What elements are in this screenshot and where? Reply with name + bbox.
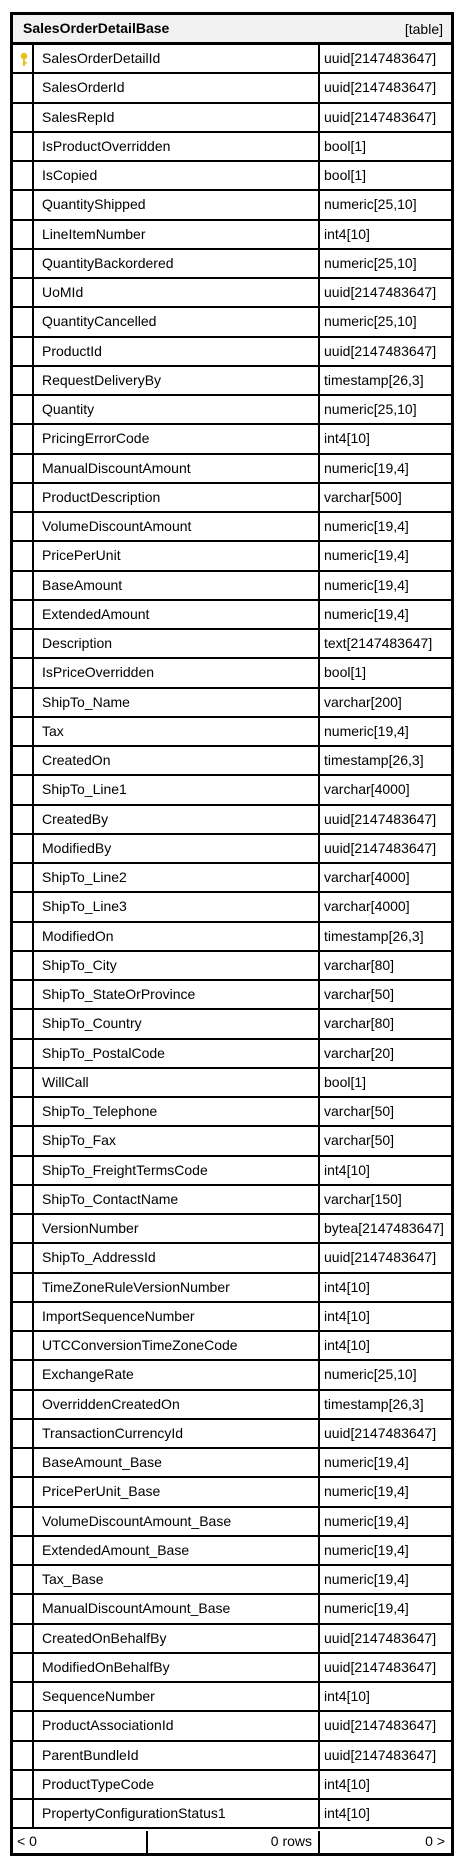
table-row[interactable] (13, 1449, 451, 1478)
column-name: OverriddenCreatedOn (34, 1391, 320, 1418)
key-gutter (13, 250, 34, 277)
table-row[interactable] (13, 1742, 451, 1771)
column-type: int4[10] (324, 1805, 370, 1821)
table-row[interactable] (13, 513, 451, 542)
column-type: numeric[25,10] (324, 313, 417, 330)
column-type: uuid[2147483647] (324, 810, 437, 827)
table-row[interactable] (13, 455, 451, 484)
table-row[interactable] (13, 367, 451, 396)
column-name: SalesRepId (34, 104, 320, 131)
column-type: bool[1] (324, 137, 367, 154)
table-row[interactable] (13, 1683, 451, 1712)
key-gutter (13, 718, 34, 745)
column-type: numeric[19,4] (324, 1600, 409, 1617)
column-name: TransactionCurrencyId (34, 1420, 320, 1447)
key-gutter (13, 1683, 34, 1710)
column-type: numeric[19,4] (324, 722, 409, 739)
key-gutter (13, 1157, 34, 1184)
column-type: int4[10] (324, 1688, 370, 1704)
column-type: numeric[19,4] (324, 1571, 409, 1587)
table-row[interactable] (13, 630, 451, 659)
column-name: ShipTo_Telephone (34, 1098, 320, 1125)
key-gutter (13, 1712, 34, 1739)
column-type: uuid[2147483647] (324, 284, 437, 300)
column-name: ExtendedAmount (34, 601, 320, 628)
column-type: uuid[2147483647] (324, 1717, 437, 1734)
key-gutter (13, 191, 34, 218)
column-type: varchar[80] (324, 956, 395, 973)
table-row[interactable] (13, 923, 451, 952)
column-name: Quantity (34, 396, 320, 423)
column-type: varchar[50] (324, 1132, 395, 1149)
column-name: ShipTo_Line3 (34, 893, 320, 920)
key-gutter (13, 1303, 34, 1330)
column-type: bool[1] (324, 664, 367, 681)
column-name: PricePerUnit (34, 542, 320, 569)
column-type: int4[10] (324, 1161, 370, 1178)
key-gutter (13, 1391, 34, 1418)
column-type: numeric[19,4] (324, 1541, 409, 1558)
column-name: ShipTo_Country (34, 1010, 320, 1037)
table-row[interactable] (13, 835, 451, 864)
table-row[interactable] (13, 104, 451, 133)
table-row[interactable] (13, 1625, 451, 1654)
column-type: numeric[19,4] (324, 518, 409, 534)
column-name: ShipTo_StateOrProvince (34, 981, 320, 1008)
table-row[interactable] (13, 250, 451, 279)
key-gutter (13, 981, 34, 1008)
table-kind: [table] (404, 21, 443, 37)
column-type: uuid[2147483647] (324, 50, 437, 66)
table-row[interactable] (13, 893, 451, 922)
key-icon (19, 52, 29, 67)
table-row[interactable] (13, 1010, 451, 1039)
key-gutter (13, 1361, 34, 1388)
key-gutter (13, 455, 34, 482)
table-row[interactable] (13, 162, 451, 191)
column-name: CreatedOnBehalfBy (34, 1625, 320, 1652)
column-type: int4[10] (324, 1775, 370, 1792)
column-type: varchar[50] (324, 1103, 395, 1119)
column-name: ShipTo_Fax (34, 1127, 320, 1154)
table-row[interactable] (13, 1654, 451, 1683)
column-name: IsCopied (34, 162, 320, 189)
column-name: PropertyConfigurationStatus1 (34, 1800, 320, 1827)
column-type: varchar[4000] (324, 898, 410, 915)
key-gutter (13, 308, 34, 335)
column-type: uuid[2147483647] (324, 1629, 437, 1646)
table-row[interactable] (13, 1040, 451, 1069)
column-type: numeric[19,4] (324, 459, 409, 476)
table-row[interactable] (13, 659, 451, 688)
key-gutter (13, 806, 34, 833)
column-type: numeric[25,10] (324, 1366, 417, 1383)
column-name: ExchangeRate (34, 1361, 320, 1388)
column-name: ManualDiscountAmount_Base (34, 1595, 320, 1622)
table-row[interactable] (13, 74, 451, 103)
key-gutter (13, 1595, 34, 1622)
column-type: uuid[2147483647] (324, 1424, 437, 1441)
column-name: ManualDiscountAmount (34, 455, 320, 482)
column-name: PricePerUnit_Base (34, 1478, 320, 1505)
column-type: varchar[4000] (324, 781, 410, 798)
column-type: numeric[19,4] (324, 1483, 409, 1500)
table-row[interactable] (13, 1566, 451, 1595)
table-row[interactable] (13, 1537, 451, 1566)
column-type: bool[1] (324, 1073, 367, 1090)
column-name: Tax (34, 718, 320, 745)
key-gutter (13, 513, 34, 540)
key-gutter (13, 162, 34, 189)
key-gutter (13, 1186, 34, 1213)
column-type: bytea[2147483647] (324, 1220, 444, 1236)
column-name: UTCConversionTimeZoneCode (34, 1332, 320, 1359)
key-gutter (13, 338, 34, 365)
table-row[interactable] (13, 806, 451, 835)
column-name: BaseAmount_Base (34, 1449, 320, 1476)
key-gutter (13, 1508, 34, 1535)
table-row[interactable] (13, 425, 451, 454)
key-gutter (13, 1040, 34, 1067)
table-row[interactable] (13, 396, 451, 425)
column-type: varchar[200] (324, 693, 402, 710)
column-name: ShipTo_FreightTermsCode (34, 1157, 320, 1184)
key-gutter (13, 1478, 34, 1505)
key-gutter (13, 221, 34, 248)
key-gutter (13, 1625, 34, 1652)
key-gutter (13, 1537, 34, 1564)
key-gutter (13, 279, 34, 306)
table-row[interactable] (13, 572, 451, 601)
column-type: uuid[2147483647] (324, 108, 437, 125)
table-row[interactable] (13, 1712, 451, 1741)
column-name: RequestDeliveryBy (34, 367, 320, 394)
table-row[interactable] (13, 981, 451, 1010)
column-type: int4[10] (324, 1307, 370, 1324)
table-row[interactable] (13, 1186, 451, 1215)
footer-prev[interactable]: < 0 (13, 1831, 148, 1853)
column-type: uuid[2147483647] (324, 1658, 437, 1675)
column-name: ParentBundleId (34, 1742, 320, 1769)
column-type: numeric[19,4] (324, 576, 409, 593)
key-gutter (13, 1010, 34, 1037)
column-name: UoMId (34, 279, 320, 306)
column-type: timestamp[26,3] (324, 752, 424, 768)
column-type: numeric[25,10] (324, 254, 417, 271)
column-name: ExtendedAmount_Base (34, 1537, 320, 1564)
table-row[interactable] (13, 338, 451, 367)
column-name: IsProductOverridden (34, 133, 320, 160)
key-gutter (13, 1771, 34, 1798)
column-type: varchar[4000] (324, 869, 410, 885)
column-name: VersionNumber (34, 1215, 320, 1242)
column-name: SequenceNumber (34, 1683, 320, 1710)
table-row[interactable] (13, 601, 451, 630)
column-name: ProductAssociationId (34, 1712, 320, 1739)
column-name: Tax_Base (34, 1566, 320, 1593)
column-name: ProductDescription (34, 484, 320, 511)
key-gutter (13, 1098, 34, 1125)
table-row[interactable] (13, 1127, 451, 1156)
column-type: varchar[500] (324, 488, 402, 505)
column-type: timestamp[26,3] (324, 1395, 424, 1412)
table-row[interactable] (13, 45, 451, 74)
table-row[interactable] (13, 484, 451, 513)
column-name: ProductTypeCode (34, 1771, 320, 1798)
table-row[interactable] (13, 191, 451, 220)
key-gutter (13, 835, 34, 862)
table-row[interactable] (13, 133, 451, 162)
column-type: numeric[25,10] (324, 196, 417, 213)
key-gutter (13, 542, 34, 569)
table-row[interactable] (13, 1332, 451, 1361)
column-name: ShipTo_ContactName (34, 1186, 320, 1213)
column-type: uuid[2147483647] (324, 839, 437, 856)
key-gutter (13, 1274, 34, 1301)
key-gutter (13, 133, 34, 160)
column-name: ShipTo_Line2 (34, 864, 320, 891)
column-type: timestamp[26,3] (324, 927, 424, 944)
table-row[interactable] (13, 1420, 451, 1449)
column-name: SalesOrderId (34, 74, 320, 101)
column-name: LineItemNumber (34, 221, 320, 248)
key-gutter (13, 776, 34, 803)
footer-next[interactable]: 0 > (425, 1833, 445, 1849)
table-footer (13, 1831, 451, 1853)
key-gutter (13, 659, 34, 686)
column-name: QuantityShipped (34, 191, 320, 218)
column-type: bool[1] (324, 167, 367, 183)
key-gutter (13, 367, 34, 394)
column-type: uuid[2147483647] (324, 1249, 437, 1266)
column-name: VolumeDiscountAmount (34, 513, 320, 540)
key-gutter (13, 630, 34, 657)
key-gutter (13, 45, 34, 72)
column-type: varchar[80] (324, 1015, 395, 1032)
table-row[interactable] (13, 1244, 451, 1273)
table-row[interactable] (13, 1157, 451, 1186)
column-name: ShipTo_AddressId (34, 1244, 320, 1271)
column-type: numeric[25,10] (324, 401, 417, 417)
table-row[interactable] (13, 864, 451, 893)
key-gutter (13, 1449, 34, 1476)
column-type: uuid[2147483647] (324, 79, 437, 96)
column-name: PricingErrorCode (34, 425, 320, 452)
column-name: ShipTo_PostalCode (34, 1040, 320, 1067)
table-header (13, 15, 451, 45)
key-gutter (13, 923, 34, 950)
column-name: QuantityCancelled (34, 308, 320, 335)
table-row[interactable] (13, 1771, 451, 1800)
column-type: varchar[20] (324, 1044, 395, 1061)
table-row[interactable] (13, 1303, 451, 1332)
key-gutter (13, 689, 34, 716)
table-row[interactable] (13, 747, 451, 776)
key-gutter (13, 747, 34, 774)
key-gutter (13, 952, 34, 979)
table-row[interactable] (13, 1069, 451, 1098)
column-type: uuid[2147483647] (324, 342, 437, 359)
table-row[interactable] (13, 952, 451, 981)
key-gutter (13, 1566, 34, 1593)
table-row[interactable] (13, 1361, 451, 1390)
column-name: Description (34, 630, 320, 657)
column-name: ModifiedBy (34, 835, 320, 862)
table-row[interactable] (13, 1478, 451, 1507)
key-gutter (13, 572, 34, 599)
table-row[interactable] (13, 776, 451, 805)
column-name: ShipTo_Name (34, 689, 320, 716)
column-type: timestamp[26,3] (324, 371, 424, 388)
table-row[interactable] (13, 1508, 451, 1537)
column-name: VolumeDiscountAmount_Base (34, 1508, 320, 1535)
column-name: IsPriceOverridden (34, 659, 320, 686)
column-name: ShipTo_Line1 (34, 776, 320, 803)
key-gutter (13, 1742, 34, 1769)
footer-row-count: 0 rows (148, 1831, 320, 1853)
column-name: BaseAmount (34, 572, 320, 599)
table-row[interactable] (13, 718, 451, 747)
column-name: WillCall (34, 1069, 320, 1096)
table-row[interactable] (13, 542, 451, 571)
table-row[interactable] (13, 1274, 451, 1303)
column-type: int4[10] (324, 1278, 370, 1295)
column-type: numeric[19,4] (324, 1454, 409, 1470)
table-name: SalesOrderDetailBase (23, 20, 170, 36)
column-type: text[2147483647] (324, 635, 433, 651)
key-gutter (13, 864, 34, 891)
column-name: ProductId (34, 338, 320, 365)
table-row[interactable] (13, 308, 451, 337)
column-name: QuantityBackordered (34, 250, 320, 277)
table-row[interactable] (13, 1391, 451, 1420)
table-row[interactable] (13, 279, 451, 308)
column-name: CreatedBy (34, 806, 320, 833)
key-gutter (13, 1420, 34, 1447)
key-gutter (13, 74, 34, 101)
table-box (10, 12, 454, 1856)
key-gutter (13, 601, 34, 628)
column-type: int4[10] (324, 430, 370, 447)
key-gutter (13, 1800, 34, 1827)
key-gutter (13, 1654, 34, 1681)
column-type: numeric[19,4] (324, 547, 409, 564)
column-name: ShipTo_City (34, 952, 320, 979)
table-row[interactable] (13, 1098, 451, 1127)
table-row[interactable] (13, 1215, 451, 1244)
column-name: ModifiedOnBehalfBy (34, 1654, 320, 1681)
key-gutter (13, 1215, 34, 1242)
column-type: int4[10] (324, 225, 370, 242)
table-row[interactable] (13, 1800, 451, 1829)
column-type: numeric[19,4] (324, 605, 409, 622)
key-gutter (13, 1069, 34, 1096)
key-gutter (13, 484, 34, 511)
column-name: CreatedOn (34, 747, 320, 774)
column-type: varchar[150] (324, 1190, 402, 1207)
key-gutter (13, 893, 34, 920)
key-gutter (13, 104, 34, 131)
column-type: numeric[19,4] (324, 1512, 409, 1529)
table-row[interactable] (13, 689, 451, 718)
table-row[interactable] (13, 221, 451, 250)
column-type: varchar[50] (324, 986, 395, 1002)
column-type: uuid[2147483647] (324, 1746, 437, 1763)
key-gutter (13, 1127, 34, 1154)
column-name: TimeZoneRuleVersionNumber (34, 1274, 320, 1301)
column-type: int4[10] (324, 1337, 370, 1353)
table-row[interactable] (13, 1595, 451, 1624)
key-gutter (13, 425, 34, 452)
key-gutter (13, 396, 34, 423)
column-name: ImportSequenceNumber (34, 1303, 320, 1330)
column-name: ModifiedOn (34, 923, 320, 950)
column-name: SalesOrderDetailId (34, 45, 320, 72)
key-gutter (13, 1244, 34, 1271)
key-gutter (13, 1332, 34, 1359)
